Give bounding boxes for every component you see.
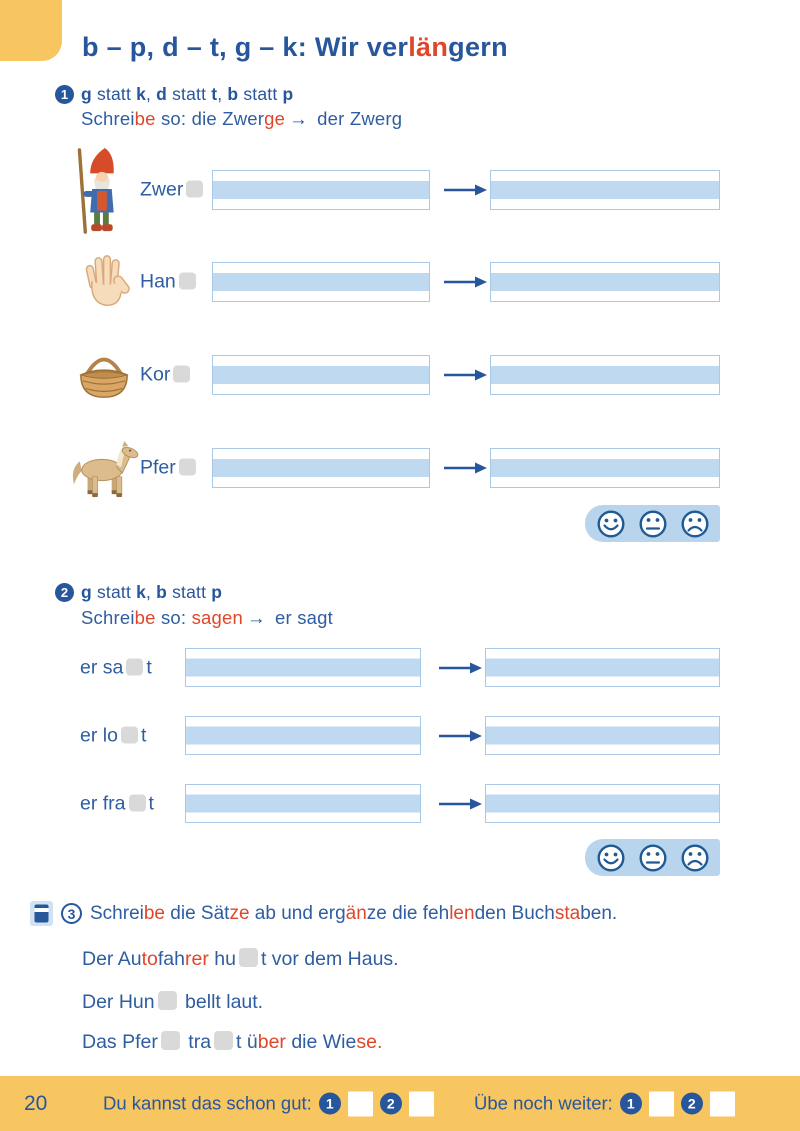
rating-checkbox[interactable] [348, 1091, 373, 1116]
footer-practice-badge-2: 2 [681, 1093, 703, 1115]
writing-line[interactable] [212, 262, 430, 302]
exercise-2-example: Schreibe so: sagen → er sagt [81, 607, 333, 628]
missing-letter-blank[interactable] [173, 366, 190, 383]
writing-line[interactable] [185, 716, 421, 755]
self-assessment-bar-1 [585, 505, 720, 542]
exercise-3-header [30, 901, 617, 926]
writing-line[interactable] [212, 355, 430, 395]
word-label-pferd: Pfer [140, 457, 199, 480]
arrow-icon [438, 662, 482, 674]
word-label-lobt: er lo t [80, 724, 147, 747]
notebook-icon [30, 901, 53, 926]
exercise-2-row-sagt [0, 648, 800, 688]
footer-practice-group [474, 1091, 735, 1116]
missing-letter-blank[interactable] [186, 181, 203, 198]
rating-checkbox[interactable] [409, 1091, 434, 1116]
writing-line[interactable] [185, 648, 421, 687]
missing-letter-blank[interactable] [214, 1031, 233, 1050]
writing-line[interactable] [212, 448, 430, 488]
rating-checkbox[interactable] [710, 1091, 735, 1116]
arrow-icon [438, 798, 482, 810]
writing-line[interactable] [212, 170, 430, 210]
arrow-icon [443, 462, 487, 474]
page-title: b – p, d – t, g – k: Wir verlängern [82, 32, 508, 62]
missing-letter-blank[interactable] [239, 948, 258, 967]
basket-image [74, 346, 134, 402]
exercise-2-number-badge: 2 [55, 583, 74, 602]
exercise-1-header [55, 84, 293, 105]
page-number: 20 [24, 1091, 48, 1115]
arrow-icon: → [289, 108, 308, 129]
smiley-happy-icon[interactable] [596, 509, 626, 539]
horse-image [66, 440, 140, 498]
footer-good-group [103, 1091, 434, 1116]
missing-letter-blank[interactable] [179, 273, 196, 290]
exercise-1-row-hand [0, 262, 800, 302]
exercise-2-row-fragt [0, 784, 800, 824]
hand-image [80, 252, 135, 312]
exercise-2-task: g statt k, b statt p [81, 582, 223, 602]
word-label-sagt: er sa t [80, 656, 152, 679]
word-label-korb: Kor [140, 364, 193, 387]
arrow-icon [443, 184, 487, 196]
footer-bar [0, 1076, 800, 1131]
arrow-icon [438, 730, 482, 742]
missing-letter-blank[interactable] [179, 459, 196, 476]
arrow-icon [443, 369, 487, 381]
sentence-3: Das Pfer tra t über die Wiese. [82, 1031, 383, 1053]
smiley-sad-icon[interactable] [680, 509, 710, 539]
rating-checkbox[interactable] [649, 1091, 674, 1116]
sentence-1: Der Autofahrer hu t vor dem Haus. [82, 948, 399, 970]
corner-tab [0, 0, 62, 61]
smiley-happy-icon[interactable] [596, 843, 626, 873]
exercise-3-instruction: Schreibe die Sätze ab und ergänze die fehlenden Buchstaben. [90, 902, 618, 924]
missing-letter-blank[interactable] [129, 795, 146, 812]
gnome-image [70, 146, 128, 236]
exercise-2-header [55, 582, 222, 603]
smiley-neutral-icon[interactable] [638, 843, 668, 873]
exercise-1-number-badge: 1 [55, 85, 74, 104]
footer-good-label: Du kannst das schon gut: [103, 1092, 312, 1114]
arrow-icon [443, 276, 487, 288]
word-label-zwerg: Zwer [140, 179, 206, 202]
missing-letter-blank[interactable] [121, 727, 138, 744]
smiley-sad-icon[interactable] [680, 843, 710, 873]
exercise-2-row-lobt [0, 716, 800, 756]
footer-good-badge-2: 2 [380, 1093, 402, 1115]
arrow-icon: → [247, 607, 266, 628]
writing-line[interactable] [185, 784, 421, 823]
footer-practice-badge-1: 1 [620, 1093, 642, 1115]
exercise-1-row-pferd [0, 448, 800, 488]
exercise-3-number-badge: 3 [61, 903, 82, 924]
word-label-hand: Han [140, 271, 199, 294]
missing-letter-blank[interactable] [161, 1031, 180, 1050]
missing-letter-blank[interactable] [126, 659, 143, 676]
exercise-1-row-korb [0, 355, 800, 395]
writing-line[interactable] [490, 355, 720, 395]
writing-line[interactable] [485, 784, 720, 823]
writing-line[interactable] [485, 648, 720, 687]
writing-line[interactable] [485, 716, 720, 755]
writing-line[interactable] [490, 170, 720, 210]
word-label-fragt: er fra t [80, 792, 154, 815]
missing-letter-blank[interactable] [158, 991, 177, 1010]
sentence-2: Der Hun bellt laut. [82, 991, 264, 1013]
self-assessment-bar-2 [585, 839, 720, 876]
footer-good-badge-1: 1 [319, 1093, 341, 1115]
writing-line[interactable] [490, 448, 720, 488]
exercise-1-row-zwerg [0, 170, 800, 210]
exercise-1-example: Schreibe so: die Zwerge → der Zwerg [81, 108, 403, 129]
smiley-neutral-icon[interactable] [638, 509, 668, 539]
writing-line[interactable] [490, 262, 720, 302]
footer-practice-label: Übe noch weiter: [474, 1092, 613, 1114]
exercise-1-task: g statt k, d statt t, b statt p [81, 84, 294, 104]
